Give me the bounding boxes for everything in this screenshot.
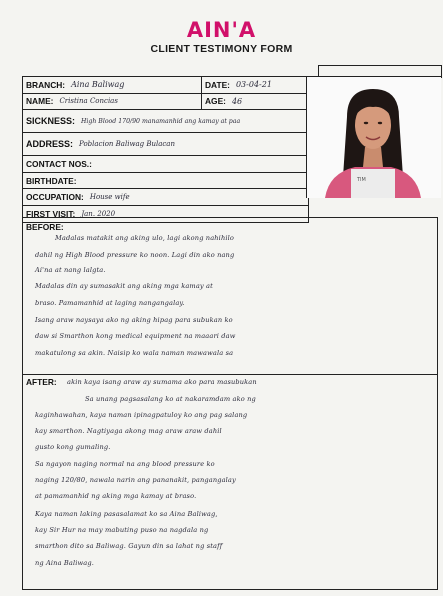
age-value: 46	[231, 96, 243, 106]
before-line: makatulong sa akin. Naisip ko wala naman mawawala sa	[35, 349, 234, 357]
name-age-row	[23, 94, 308, 111]
after-line: Sa ngayon naging normal na ang blood pressure ko	[35, 460, 215, 468]
date-label: DATE:	[205, 79, 230, 90]
form-title: CLIENT TESTIMONY FORM	[150, 43, 293, 55]
address-row	[23, 133, 308, 156]
client-photo	[306, 76, 441, 198]
after-line: at pamamanhid ng aking mga kamay at braso.	[35, 492, 197, 500]
occupation-row	[23, 189, 308, 206]
address-label: ADDRESS:	[26, 139, 74, 150]
after-line: kay smarthon. Nagtiyaga akong mag araw araw dahil	[35, 427, 222, 435]
after-line: akin kaya isang araw ay sumama ako para masubukan	[67, 378, 257, 386]
date-value: 03-04-21	[235, 80, 272, 90]
client-portrait-image	[307, 77, 441, 198]
after-line: gusto kong gumaling.	[35, 443, 111, 451]
after-line: ng Aina Baliwag.	[35, 559, 94, 567]
occupation-label: OCCUPATION:	[26, 192, 84, 203]
after-line: kaginhawahan, kaya naman ipinagpatuloy ko ang pag salang	[35, 411, 248, 419]
birthdate-row	[23, 173, 308, 190]
client-info-table	[22, 76, 309, 223]
after-line: smarthon dito sa Baliwag. Gayun din sa lahat ng staff	[35, 542, 223, 550]
testimony-narrative	[22, 217, 438, 590]
before-line: Madalas din ay sumasakit ang aking mga kamay at	[35, 282, 213, 290]
after-line: kay Sir Hur na may mabuting puso na nagdala ng	[35, 526, 209, 534]
branch-value: Aina Baliwag	[71, 80, 125, 90]
address-value: Poblacion Baliwag Bulacan	[79, 140, 175, 149]
before-line: Madalas matakit ang aking ulo, lagi akong nahihilo	[55, 234, 234, 242]
before-label: BEFORE:	[26, 222, 64, 232]
name-value: Cristina Concias	[59, 97, 118, 106]
birthdate-label: BIRTHDATE:	[26, 175, 77, 186]
first-visit-value: Jan. 2020	[81, 209, 116, 218]
age-label: AGE:	[205, 96, 226, 107]
sickness-label: SICKNESS:	[26, 116, 76, 127]
branch-label: BRANCH:	[26, 79, 66, 90]
svg-text:TIM: TIM	[357, 177, 366, 183]
before-line: Isang araw naysaya ako ng aking hipag para subukan ko	[35, 316, 233, 324]
section-divider	[23, 374, 437, 375]
before-line: dahil ng High Blood pressure ko noon. Lagi din ako nang	[35, 251, 235, 259]
sickness-value: High Blood 170/90 manamanhid ang kamay at paa	[81, 117, 241, 125]
before-line: braso. Pamamanhid at laging nangangalay.	[35, 299, 185, 307]
after-line: naging 120/80, nawala narin ang pananakit, pangangalay	[35, 476, 236, 484]
before-line: Ai'na at nang lalgta.	[35, 266, 106, 274]
after-line: Kaya naman laking pasasalamat ko sa Aina Baliwag,	[35, 510, 218, 518]
after-line: Sa unang pagsasalang ko at nakaramdam ako ng	[85, 395, 256, 403]
branch-date-row	[23, 77, 308, 94]
contact-row	[23, 156, 308, 173]
brand-logo: AIN'A	[186, 18, 257, 42]
contact-label: CONTACT NOS.:	[26, 158, 92, 169]
name-label: NAME:	[26, 96, 54, 107]
first-visit-label: FIRST VISIT:	[26, 208, 76, 219]
sickness-row	[23, 110, 308, 133]
after-label: AFTER:	[26, 377, 57, 387]
before-line: daw si Smarthon kong medical equipment na maaari daw	[35, 332, 236, 340]
occupation-value: House wife	[89, 193, 130, 202]
